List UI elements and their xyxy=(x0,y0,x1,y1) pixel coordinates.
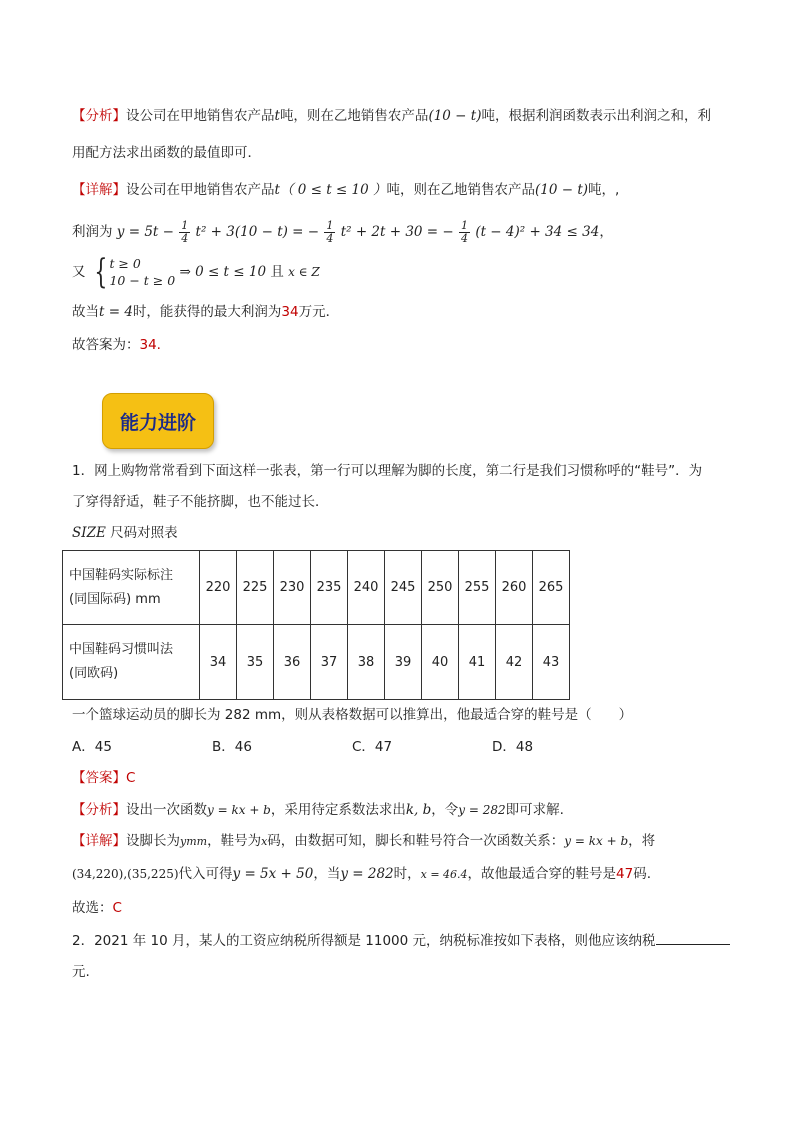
brace-system xyxy=(90,252,176,292)
table-cell: 39 xyxy=(385,625,422,700)
text: ，采用待定系数法求出 xyxy=(270,802,406,818)
row-header-line: (同欧码) xyxy=(69,666,119,681)
option-a: A．45 xyxy=(72,739,112,755)
analysis-tag: 【分析】 xyxy=(72,802,126,818)
math-expr: y = 282 xyxy=(458,803,506,817)
text: 吨，则在乙地销售农产品 xyxy=(279,108,429,124)
math-range: （ 0 ≤ t ≤ 10 ） xyxy=(279,182,387,198)
text: ，将 xyxy=(628,833,656,849)
answer-line xyxy=(72,335,734,355)
profit-equation xyxy=(72,218,734,246)
table-cell: 255 xyxy=(459,551,496,625)
text: 时，能获得的最大利润为 xyxy=(132,304,282,320)
table-cell: 220 xyxy=(200,551,237,625)
text: ，令 xyxy=(431,802,459,818)
table-cell: 43 xyxy=(533,625,570,700)
table-cell: 240 xyxy=(348,551,385,625)
q1-stem-line-1: 1．网上购物常常看到下面这样一张表，第一行可以理解为脚的长度，第二行是我们习惯称呼的“鞋号”．为 xyxy=(72,463,703,479)
text: ， xyxy=(599,224,613,240)
conclusion-line xyxy=(72,302,734,322)
table-cell: 37 xyxy=(311,625,348,700)
q1-options xyxy=(72,737,734,757)
text: 吨，根据利润函数表示出利润之和，利 xyxy=(481,108,711,124)
row-header xyxy=(63,551,200,625)
math-expr: y = 5t − xyxy=(116,224,174,240)
math-expr: (10 − t) xyxy=(535,182,589,198)
text: ，鞋号为 xyxy=(207,833,262,849)
section-badge: 能力进阶 xyxy=(102,393,214,449)
answer-value: C xyxy=(126,770,136,786)
math-expr: ⇒ 0 ≤ t ≤ 10 xyxy=(179,264,267,280)
caption-text: 尺码对照表 xyxy=(105,525,178,541)
detail-tag: 【详解】 xyxy=(72,182,126,198)
math-expr: (t − 4)² + 34 ≤ 34 xyxy=(475,224,600,240)
table-cell: 225 xyxy=(237,551,274,625)
text: 码. xyxy=(633,866,652,882)
q1-detail-line-2 xyxy=(72,864,734,885)
math-expr: (10 − t) xyxy=(428,108,482,124)
table-cell: 260 xyxy=(496,551,533,625)
answer-blank[interactable] xyxy=(656,930,730,945)
text: 时， xyxy=(393,866,421,882)
math-expr: x xyxy=(261,835,268,848)
answer-value: C xyxy=(112,900,122,916)
detail-tag: 【详解】 xyxy=(72,833,126,849)
system-row: 10 − t ≥ 0 xyxy=(109,273,176,288)
fraction: $\frac{1}{4}$ xyxy=(181,218,189,245)
math-expr: x ∈ Z xyxy=(288,265,320,279)
text: 故当 xyxy=(72,304,99,320)
text: 故答案为： xyxy=(72,337,140,353)
q1-question: 一个篮球运动员的脚长为 282 mm，则从表格数据可以推算出，他最适合穿的鞋号是（ ） xyxy=(72,707,633,723)
also-label: 又 xyxy=(72,264,86,280)
text: 代入可得 xyxy=(178,866,233,882)
table-cell: 42 xyxy=(496,625,533,700)
table-cell: 38 xyxy=(348,625,385,700)
text: 码，由数据可知，脚长和鞋号符合一次函数关系： xyxy=(267,833,565,849)
table-row xyxy=(63,625,570,700)
row-header-line: (同国际码) mm xyxy=(69,591,161,607)
text: 吨，则在乙地销售农产品 xyxy=(386,182,536,198)
q1-stem-line-2: 了穿得舒适，鞋子不能挤脚，也不能过长． xyxy=(72,494,329,510)
q2-stem-line-1 xyxy=(72,930,734,951)
fraction: $\frac{1}{4}$ xyxy=(326,218,334,245)
option-d: D．48 xyxy=(492,739,534,755)
text: ，当 xyxy=(313,866,341,882)
q1-choose xyxy=(72,898,734,918)
analysis-tag: 【分析】 xyxy=(72,108,126,124)
option-b: B．46 xyxy=(212,739,252,755)
math-expr: y = 5x + 50 xyxy=(232,866,314,882)
text: 设出一次函数 xyxy=(126,802,207,818)
q1-detail-line-1 xyxy=(72,831,734,852)
system-of-inequalities xyxy=(72,254,734,290)
math-var: t xyxy=(274,182,280,198)
math-expr: t² + 3(10 − t) = − xyxy=(195,224,320,240)
left-brace: { xyxy=(94,252,108,292)
q1-analysis xyxy=(72,800,734,820)
math-expr: x = 46.4 xyxy=(420,868,468,881)
system-row: t ≥ 0 xyxy=(109,256,141,271)
table-cell: 245 xyxy=(385,551,422,625)
row-header-line: 中国鞋码习惯叫法 xyxy=(69,642,174,657)
table-cell: 34 xyxy=(200,625,237,700)
option-c: C．47 xyxy=(352,739,393,755)
size-table xyxy=(62,550,570,700)
q1-answer xyxy=(72,768,734,788)
answer-tag: 【答案】 xyxy=(72,770,126,786)
math-expr: ymm xyxy=(180,835,208,848)
text: ，故他最适合穿的鞋号是 xyxy=(467,866,617,882)
math-expr: t² + 2t + 30 = − xyxy=(340,224,454,240)
math-expr: y = kx + b xyxy=(564,834,629,848)
math-expr: k, b xyxy=(405,802,432,818)
caption-size: SIZE xyxy=(72,525,106,541)
highlight-value: 47 xyxy=(616,866,634,882)
text: 设公司在甲地销售农产品 xyxy=(126,182,275,198)
math-var: t xyxy=(274,108,280,124)
text: 且 xyxy=(270,264,284,280)
table-cell: 41 xyxy=(459,625,496,700)
table-cell: 265 xyxy=(533,551,570,625)
text: 故选： xyxy=(72,900,113,916)
analysis-line-1 xyxy=(72,106,734,126)
table-cell: 250 xyxy=(422,551,459,625)
analysis-line-2: 用配方法求出函数的最值即可． xyxy=(72,145,261,161)
table-row xyxy=(63,551,570,625)
text: 2．2021 年 10 月，某人的工资应纳税所得额是 11000 元，纳税标准按如下表格，则他应该纳税 xyxy=(72,933,656,949)
fraction: $\frac{1}{4}$ xyxy=(461,218,469,245)
text: 设脚长为 xyxy=(126,833,180,849)
table-cell: 36 xyxy=(274,625,311,700)
highlight-value: 34 xyxy=(281,304,299,320)
text: 万元． xyxy=(298,304,340,320)
q2-stem-line-2: 元. xyxy=(72,964,90,980)
detail-line-1 xyxy=(72,180,734,200)
table-cell: 35 xyxy=(237,625,274,700)
table-cell: 235 xyxy=(311,551,348,625)
text: 即可求解. xyxy=(505,802,564,818)
math-expr: t = 4 xyxy=(99,304,133,320)
row-header xyxy=(63,625,200,700)
table-cell: 40 xyxy=(422,625,459,700)
text: 吨，, xyxy=(588,182,620,198)
table-cell: 230 xyxy=(274,551,311,625)
table-caption xyxy=(72,523,734,543)
text: 设公司在甲地销售农产品 xyxy=(126,108,275,124)
answer-value: 34. xyxy=(139,337,161,353)
math-expr: (34,220),(35,225) xyxy=(72,867,179,881)
profit-label: 利润为 xyxy=(72,224,113,240)
math-expr: y = kx + b xyxy=(207,803,271,817)
math-expr: y = 282 xyxy=(340,866,394,882)
row-header-line: 中国鞋码实际标注 xyxy=(69,567,174,583)
